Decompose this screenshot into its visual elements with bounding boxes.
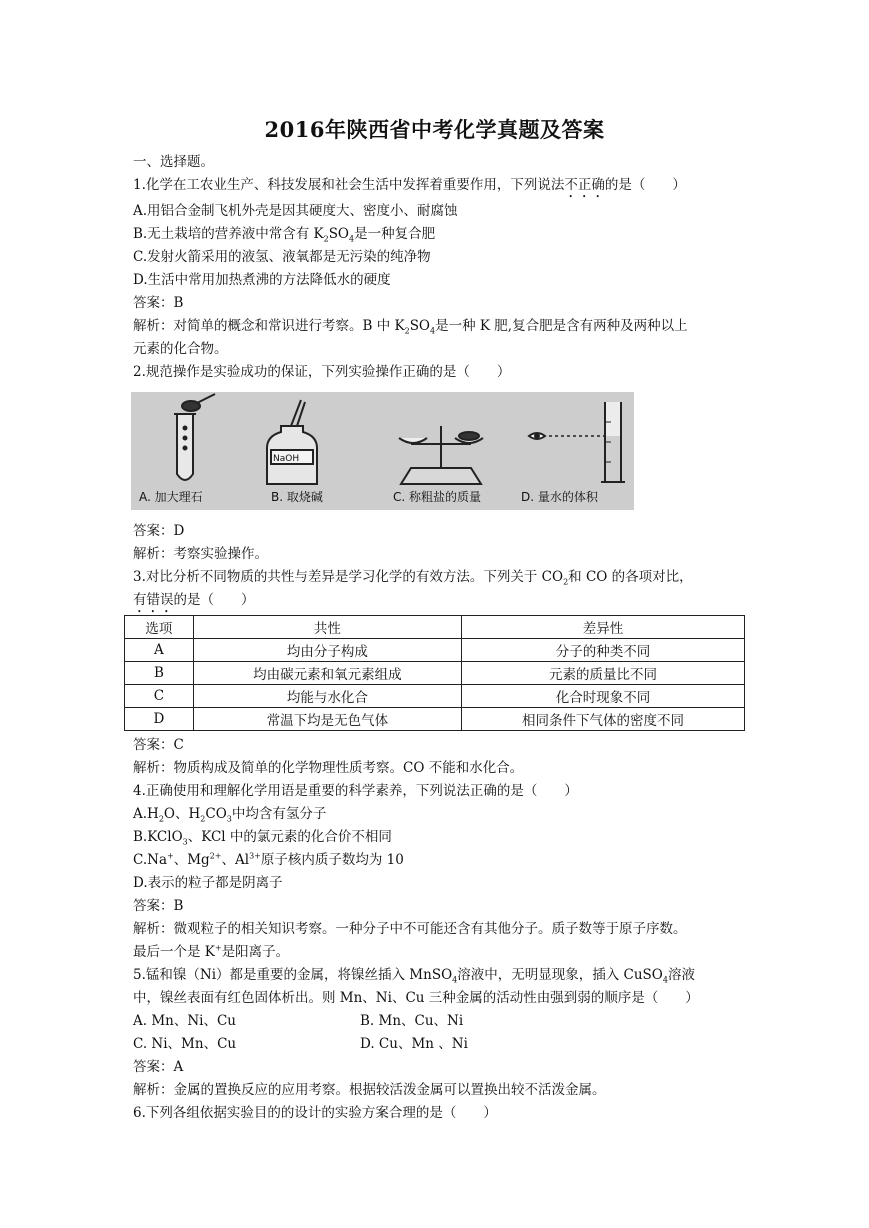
q3-stem [133, 567, 693, 587]
graduated-cylinder-icon [529, 402, 625, 482]
q2-stem: 2.规范操作是实验成功的保证，下列实验操作正确的是（ ） [133, 364, 511, 380]
q4-ana-2a: 最后一个是 K [133, 944, 215, 960]
table-cell: 分子的种类不同 [461, 639, 744, 662]
q1-answer: 答案：B [133, 295, 184, 311]
figure-label-a: A. 加大理石 [139, 490, 203, 504]
table-cell: B [125, 662, 194, 685]
q1-option-a: A.用铝合金制飞机外壳是因其硬度大、密度小、耐腐蚀 [133, 203, 458, 219]
table-row [125, 662, 745, 685]
page-title: 2016年陕西省中考化学真题及答案 [264, 117, 605, 142]
q4-a-4: 中均含有氢分子 [231, 806, 327, 822]
q4-ana-sup: + [214, 943, 222, 953]
q1-stem-text: 1.化学在工农业生产、科技发展和社会生活中发挥着重要作用，下列说法 [133, 177, 565, 193]
comparison-table [124, 615, 745, 731]
q4-option-a [133, 804, 326, 824]
bottle-icon [267, 400, 317, 484]
q1-b-sub1: 2 [323, 234, 329, 244]
q5-stem [133, 965, 695, 985]
table-cell: 均由分子构成 [193, 639, 461, 662]
q4-option-d: D.表示的粒子都是阴离子 [133, 875, 283, 891]
table-header: 差异性 [461, 616, 744, 639]
q4-ana-2b: 是阳离子。 [221, 944, 290, 960]
q3-stem-line2-tail: 的是（ ） [173, 592, 255, 608]
table-cell: 相同条件下气体的密度不同 [461, 708, 744, 731]
q4-c-3: 、Al [221, 852, 250, 868]
table-cell: 常温下均是无色气体 [193, 708, 461, 731]
q5-l1-b: 溶液中，无明显现象，插入 CuSO [457, 967, 663, 983]
balance-icon [399, 426, 483, 484]
q3-stem-emphasis: 有错误 [133, 592, 174, 608]
q5-l1-s1: 4 [452, 975, 458, 985]
q4-a-1: A.H [133, 806, 159, 822]
q4-analysis: 解析：微观粒子的相关知识考察。一种分子中不可能还含有其他分子。质子数等于原子序数。 [133, 921, 687, 937]
q4-stem: 4.正确使用和理解化学用语是重要的科学素养，下列说法正确的是（ ） [133, 783, 578, 799]
q6-stem: 6.下列各组依据实验目的的设计的实验方案合理的是（ ） [133, 1105, 497, 1121]
table-row [125, 639, 745, 662]
q4-b-1: B.KClO [133, 829, 183, 845]
q1-option-b [133, 224, 435, 244]
table-row [125, 708, 745, 731]
q5-l1-s2: 4 [662, 975, 668, 985]
table-cell: A [125, 639, 194, 662]
q4-a-3: CO [205, 806, 227, 822]
q1-option-c: C.发射火箭采用的液氢、液氧都是无污染的纯净物 [133, 249, 431, 265]
q4-c-4: 原子核内质子数均为 10 [260, 852, 404, 868]
q1-ana-sub2: 4 [430, 326, 436, 336]
q1-ana-sub1: 2 [404, 326, 410, 336]
q5-l1-a: 5.锰和镍（Ni）都是重要的金属，将镍丝插入 MnSO [133, 967, 453, 983]
q1-ana-pre: 解析：对简单的概念和常识进行考察。B 中 K [133, 318, 405, 334]
q3-analysis: 解析：物质构成及简单的化学物理性质考察。CO 不能和水化合。 [133, 760, 524, 776]
q1-b-sub2: 4 [349, 234, 355, 244]
figure-label-b: B. 取烧碱 [271, 490, 323, 504]
q1-option-d: D.生活中常用加热煮沸的方法降低水的硬度 [133, 272, 391, 288]
q2-answer: 答案：D [133, 523, 185, 539]
q4-c-p3: 3+ [249, 851, 261, 861]
q4-a-s3: 3 [226, 814, 232, 824]
q5-answer: 答案：A [133, 1059, 184, 1075]
q4-c-2: 、Mg [173, 852, 210, 868]
q3-stem-sub: 2 [563, 577, 569, 587]
table-header: 共性 [193, 616, 461, 639]
q3-stem-line2 [133, 590, 255, 616]
q4-option-b [133, 827, 392, 847]
q1-b-pre: B.无土栽培的营养液中常含有 K [133, 226, 324, 242]
section-heading: 一、选择题。 [133, 154, 214, 170]
q4-b-s1: 3 [182, 837, 188, 847]
test-tube-icon [174, 394, 215, 480]
q4-c-p2: 2+ [209, 851, 222, 861]
bottle-label: NaOH [273, 454, 300, 464]
table-cell: 均由碳元素和氧元素组成 [193, 662, 461, 685]
q1-stem-tail: 的是（ ） [604, 177, 686, 193]
q1-ana-mid: SO [409, 318, 431, 334]
q1-analysis-line2: 元素的化合物。 [133, 341, 228, 357]
q4-analysis-line2 [133, 942, 289, 962]
q5-analysis: 解析：金属的置换反应的应用考察。根据较活泼金属可以置换出较不活泼金属。 [133, 1082, 606, 1098]
q5-option-c: C. Ni、Mn、Cu [133, 1036, 237, 1052]
q5-option-b: B. Mn、Cu、Ni [360, 1013, 464, 1029]
table-cell: 均能与水化合 [193, 685, 461, 708]
q5-stem-line2: 中，镍丝表面有红色固体析出。则 Mn、Ni、Cu 三种金属的活动性由强到弱的顺序是（ ） [133, 990, 699, 1006]
q1-stem-emphasis: 不正确 [564, 177, 605, 193]
q3-stem-tail: 和 CO 的各项对比， [568, 569, 693, 585]
q1-ana-post: 是一种 K 肥,复合肥是含有两种及两种以上 [435, 318, 688, 334]
q5-option-d: D. Cu、Mn 、Ni [360, 1036, 468, 1052]
q1-analysis [133, 316, 688, 336]
table-row [125, 685, 745, 708]
q1-b-mid: SO [328, 226, 350, 242]
q4-c-1: C.Na [133, 852, 168, 868]
table-cell: C [125, 685, 194, 708]
table-header: 选项 [125, 616, 194, 639]
q1-b-post: 是一种复合肥 [354, 226, 436, 242]
table-cell: 元素的质量比不同 [461, 662, 744, 685]
q4-a-s2: 2 [200, 814, 206, 824]
table-cell: 化合时现象不同 [461, 685, 744, 708]
q5-option-a: A. Mn、Ni、Cu [133, 1013, 237, 1029]
q5-l1-c: 溶液 [667, 967, 695, 983]
q4-c-p1: + [167, 851, 174, 861]
table-cell: D [125, 708, 194, 731]
q1-stem [133, 175, 686, 201]
q2-analysis: 解析：考察实验操作。 [133, 546, 268, 562]
q4-option-c [133, 850, 404, 870]
q3-answer: 答案：C [133, 737, 184, 753]
q4-a-2: O、H [163, 806, 201, 822]
table-header-row [125, 616, 745, 639]
figure-label-d: D. 量水的体积 [521, 490, 598, 504]
q4-a-s1: 2 [158, 814, 164, 824]
figure-label-c: C. 称粗盐的质量 [393, 490, 482, 504]
q4-b-2: 、KCl 中的氯元素的化合价不相同 [187, 829, 392, 845]
q3-stem-text: 3.对比分析不同物质的共性与差异是学习化学的有效方法。下列关于 CO [133, 569, 564, 585]
lab-operations-figure [131, 392, 634, 510]
q4-answer: 答案：B [133, 898, 184, 914]
